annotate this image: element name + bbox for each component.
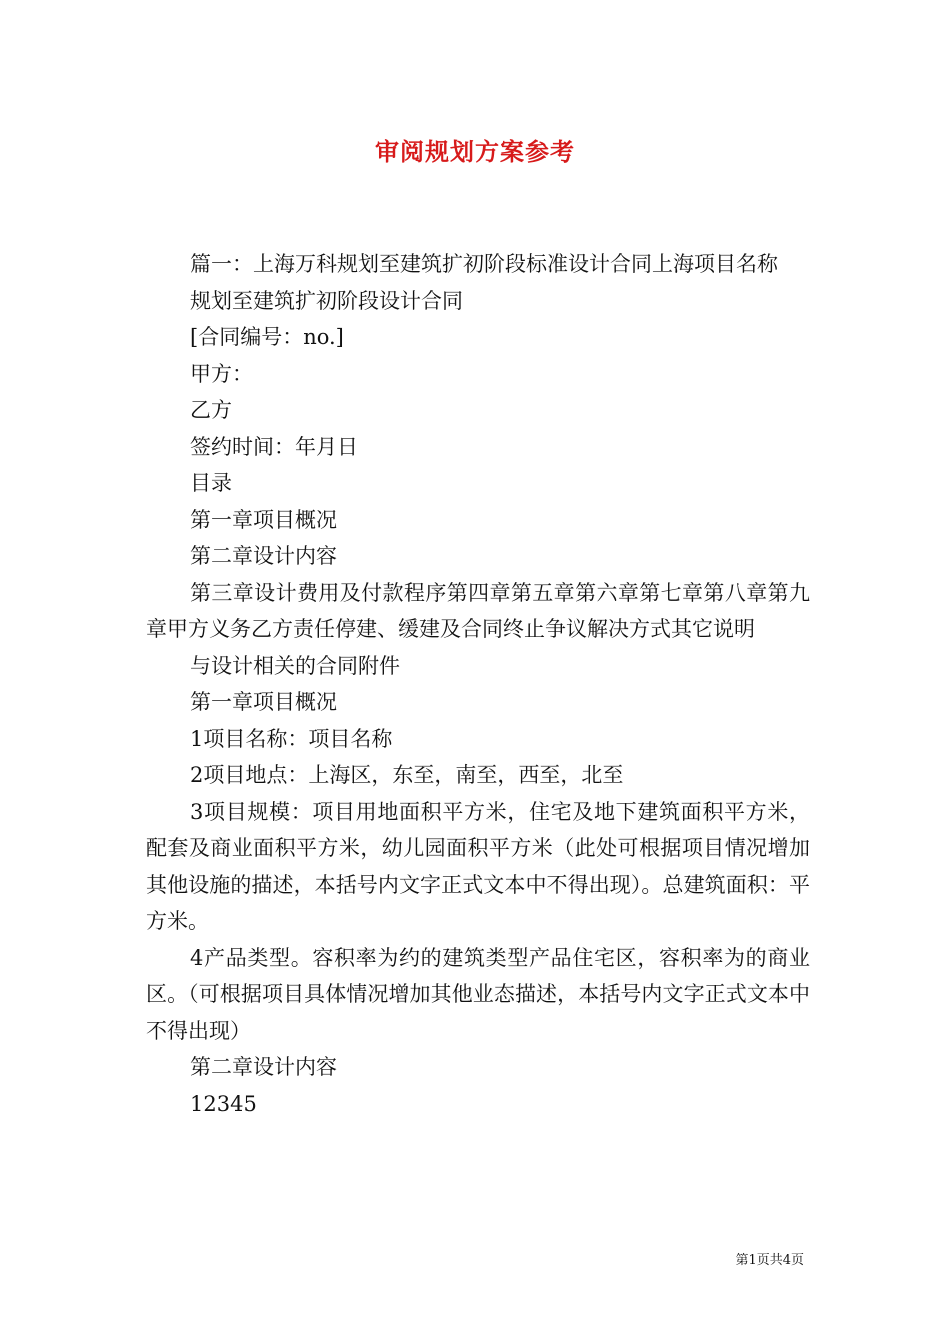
- paragraph: 目录: [190, 471, 232, 495]
- paragraph: 甲方：: [190, 361, 253, 386]
- paragraph: 第一章项目概况: [190, 507, 337, 532]
- document-title: 审阅规划方案参考: [375, 137, 575, 166]
- paragraph: 4产品类型。容积率为约的建筑类型产品住宅区，容积率为的商业区。（可根据项目具体情况增加其他业态描述，本括号内文字正式文本中不得出现）: [146, 945, 810, 1043]
- paragraph: 3项目规模：项目用地面积平方米，住宅及地下建筑面积平方米，配套及商业面积平方米，幼儿园面积平方米（此处可根据项目情况增加其他设施的描述，本括号内文字正式文本中不得出现）。总建筑面积：平方米。: [146, 799, 810, 933]
- paragraph: 篇一：上海万科规划至建筑扩初阶段标准设计合同上海项目名称: [190, 252, 778, 276]
- document-body: [146, 246, 810, 1122]
- page-number-footer: 第1页共4页: [735, 1253, 804, 1268]
- paragraph: 第二章设计内容: [190, 544, 337, 568]
- paragraph: 规划至建筑扩初阶段设计合同: [190, 288, 463, 313]
- paragraph: 2项目地点：上海区，东至，南至，西至，北至: [190, 763, 624, 787]
- paragraph: 乙方: [190, 398, 232, 422]
- paragraph: 与设计相关的合同附件: [190, 653, 400, 678]
- paragraph: 签约时间：年月日: [190, 434, 358, 459]
- paragraph: 第三章设计费用及付款程序第四章第五章第六章第七章第八章第九章甲方义务乙方责任停建、缓建及合同终止争议解决方式其它说明: [146, 580, 810, 641]
- paragraph: 1项目名称：项目名称: [190, 726, 393, 751]
- paragraph: [合同编号：no.]: [190, 325, 344, 349]
- paragraph: 第一章项目概况: [190, 690, 337, 714]
- paragraph: 12345: [190, 1091, 257, 1116]
- paragraph: 第二章设计内容: [190, 1055, 337, 1079]
